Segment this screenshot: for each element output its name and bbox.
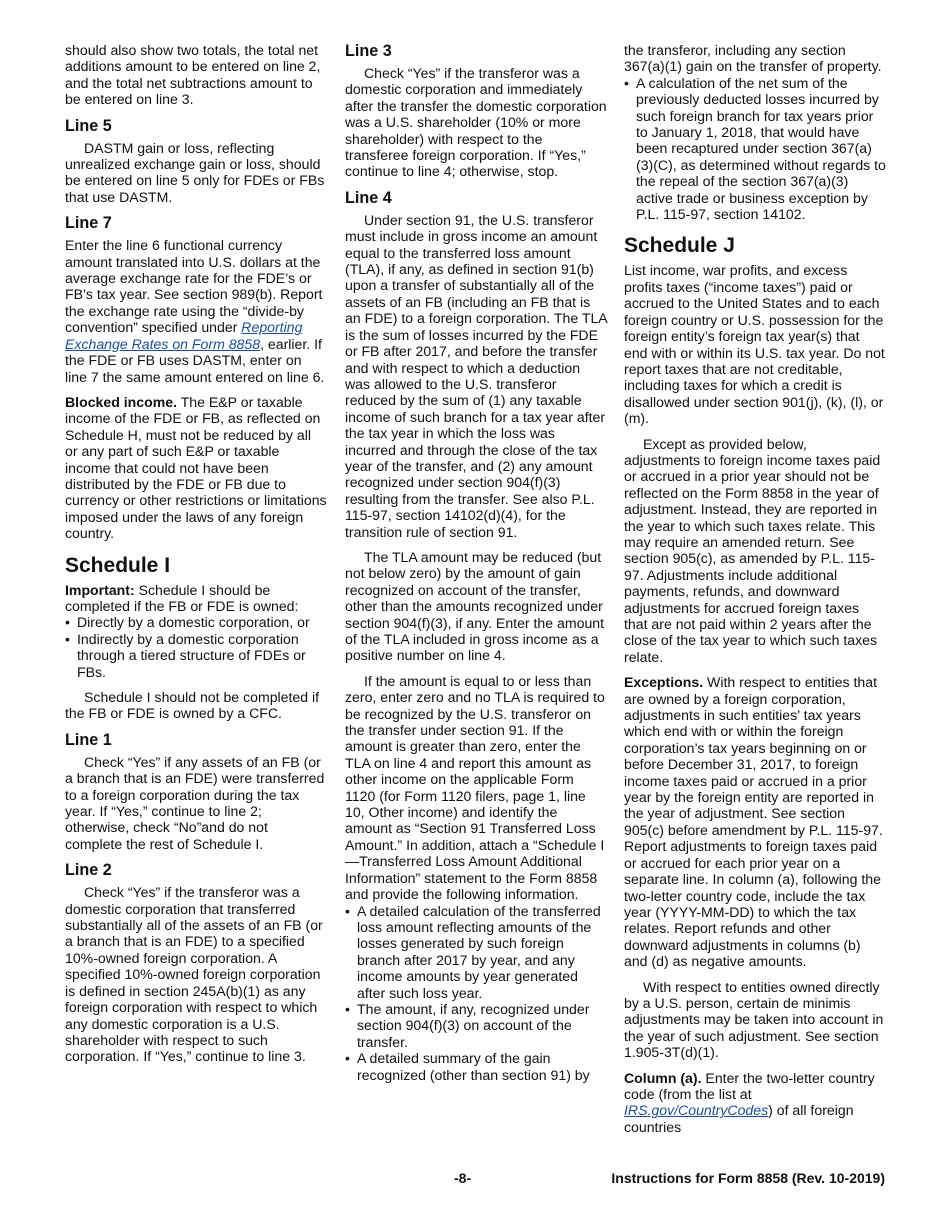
line7-text-start: Enter the line 6 functional currency amount translated into U.S. dollars at the average exchange rate for the FDE’s or FB’s tax year. See section 989(b). Report the exchange rate using the “divide-by convention” specified under [65, 237, 323, 336]
schedule-j-paragraph-2: Except as provided below, adjustments to foreign income taxes paid or accrued in a prior year should not be reflected on the Form 8858 in the year of adjustment. Instead, they are reported in the year to which such taxes relate. This may require an amended return. See section 905(c), as amended by P.L. 115-97. Adjustments include additional payments, refunds, and downward adjustments for accrued foreign taxes that are not paid within 2 years after the close of the tax year to which such taxes relate. [624, 435, 881, 665]
line3-text: Check “Yes” if the transferor was a domestic corporation and immediately after the transfer the domestic corporation was a U.S. shareholder (10% or more shareholder) with respect to the transferee foreign corporation. If “Yes,” continue to line 4; otherwise, stop. [345, 65, 607, 180]
line2-text: Check “Yes” if the transferor was a domestic corporation that transferred substantially all of the assets of an FB (or a branch that is an FDE) to a specified 10%-owned foreign corporation. A specified 10%-owned foreign corporation is defined in section 245A(b)(1) as any foreign corporation with respect to which any domestic corporation is a U.S. shareholder with respect to such corporation. If “Yes,” continue to line 3. [65, 884, 323, 1065]
important-text: Schedule I should be completed if the FB or FDE is owned: [65, 581, 299, 614]
bullet-item: • Indirectly by a domestic corporation through a tiered structure of FDEs or FBs. [65, 631, 327, 680]
reporting-exchange-rates-link[interactable]: Reporting Exchange Rates on Form 8858 [65, 319, 303, 352]
country-codes-link[interactable]: IRS.gov/CountryCodes [624, 1102, 769, 1119]
column-2 [345, 42, 607, 1083]
exceptions-runin: Exceptions. [624, 674, 704, 691]
column-a-runin: Column (a). [624, 1069, 702, 1086]
important-runin: Important: [65, 581, 135, 598]
exceptions-text: With respect to entities that are owned by a foreign corporation, adjustments in such entities’ tax years which end with or within the foreign corporation’s tax years beginning on or before December 31, 2017, to foreign income taxes paid or accrued in a prior year by the foreign entity are reported in the year of adjustment. See section 905(c) before amendment by P.L. 115-97. Report adjustments to foreign taxes paid or accrued for each prior year on a separate line. In column (a), following the two-letter country code, include the tax year (YYYY-MM-DD) to which the tax relates. Report refunds and other downward adjustments in columns (b) and (d) as negative amounts. [624, 674, 883, 970]
line3-heading: Line 3 [345, 42, 392, 60]
paragraph-continued: the transferor, including any section 367(a)(1) gain on the transfer of property. [624, 42, 882, 75]
line7-heading: Line 7 [65, 214, 112, 233]
schedule-j-paragraph-1: List income, war profits, and excess profits taxes (“income taxes”) paid or accrued to the United States and to each foreign country or U.S. possession for the foreign entity’s foreign tax year(s) that end with or within its U.S. tax year. Do not report taxes that are not creditable, including taxes for which a credit is disallowed under section 901(j), (k), (l), or (m). [624, 262, 885, 427]
schedule-i-cfc-text: Schedule I should not be completed if the FB or FDE is owned by a CFC. [65, 689, 320, 722]
footer-title: Instructions for Form 8858 (Rev. 10-2019) [611, 1170, 885, 1186]
bullet-item: • The amount, if any, recognized under section 904(f)(3) on account of the transfer. [345, 1001, 607, 1050]
bullet-item: • Directly by a domestic corporation, or [65, 614, 327, 630]
important-paragraph [65, 582, 327, 615]
line1-heading: Line 1 [65, 730, 112, 749]
column-a-text-start: Enter the two-letter country code (from the list at [624, 1069, 875, 1102]
schedule-i-heading: Schedule I [65, 553, 171, 577]
blocked-income-runin: Blocked income. [65, 393, 177, 410]
bullet-item: • A detailed calculation of the transferred loss amount reflecting amounts of the losses generated by such foreign branch after 2017 by year, and any income amounts by year generated after such loss year. [345, 903, 607, 1001]
line5-heading: Line 5 [65, 116, 112, 135]
line7-text-end: , earlier. If the FDE or FB uses DASTM, enter on line 7 the same amount entered on line 6. [65, 335, 325, 385]
blocked-income-text: The E&P or taxable income of the FDE or FB, as reflected on Schedule H, must not be reduced by all or any part of such E&P or taxable income that could not have been distributed by the FDE or FB due to currency or other restrictions or limitations imposed under the laws of any foreign country. [65, 393, 327, 542]
column-1 [65, 42, 327, 1074]
line7-text [65, 237, 327, 385]
line4-paragraph-3: If the amount is equal to or less than zero, enter zero and no TLA is required to be recognized by the U.S. transferor on the transfer under section 91. If the amount is greater than zero, enter the TLA on line 4 and report this amount as other income on the applicable Form 1120 (for Form 1120 filers, page 1, line 10, Other income) and identify the amount as “Section 91 Transferred Loss Amount.” In addition, attach a “Schedule I—Transferred Loss Amount Additional Information” statement to the Form 8858 and provide the following information. [345, 672, 605, 903]
column-a-text-end: ) of all foreign countries [624, 1102, 854, 1135]
column-3 [624, 42, 886, 1144]
line4-heading: Line 4 [345, 188, 392, 207]
line1-text: Check “Yes” if any assets of an FB (or a branch that is an FDE) were transferred to a foreign corporation during the tax year. If “Yes,” continue to line 2; otherwise, check “No”and do not complete the rest of Schedule I. [65, 753, 325, 852]
bullet-item: • A detailed summary of the gain recognized (other than section 91) by [345, 1050, 607, 1083]
line4-paragraph-2: The TLA amount may be reduced (but not below zero) by the amount of gain recognized on account of the transfer, other than the amounts recognized under section 904(f)(3), if any. Enter the amount of the TLA included in gross income as a positive number on line 4. [345, 548, 605, 664]
line2-heading: Line 2 [65, 861, 112, 880]
schedule-j-heading: Schedule J [624, 234, 735, 258]
line5-text: DASTM gain or loss, reflecting unrealized exchange gain or loss, should be entered on line 5 only for FDEs or FBs that use DASTM. [65, 139, 325, 205]
column-a-paragraph [624, 1070, 886, 1136]
bullet-item: • A calculation of the net sum of the previously deducted losses incurred by such foreign branch for tax years prior to January 1, 2018, that would have been recaptured under section 367(a)(3)(C), as determined without regards to the repeal of the section 367(a)(3) active trade or business exception by P.L. 115-97, section 14102. [624, 75, 886, 223]
de-minimis-paragraph: With respect to entities owned directly by a U.S. person, certain de minimis adjustments may be taken into account in the year of such adjustment. See section 1.905-3T(d)(1). [624, 978, 884, 1061]
line4-paragraph-1: Under section 91, the U.S. transferor must include in gross income an amount equal to the transferred loss amount (TLA), if any, as defined in section 91(b) upon a transfer of substantially all of the assets of an FB (including an FB that is an FDE) to a foreign corporation. The TLA is the sum of losses incurred by the FDE or FB after 2017, and before the transfer and with respect to which a deduction was allowed to the U.S. transferor reduced by the sum of (1) any taxable income of such branch for a tax year after the tax year in which the loss was incurred and through the close of the tax year of the transfer, and (2) any amount recognized under section 904(f)(3) resulting from the transfer. See also P.L. 115-97, section 14102(d)(4), for the transition rule of section 91. [345, 211, 607, 540]
page-number: -8- [454, 1170, 472, 1186]
paragraph-continued: should also show two totals, the total net additions amount to be entered on line 2, and the total net subtractions amount to be entered on line 3. [65, 42, 321, 108]
exceptions-paragraph [624, 674, 886, 969]
blocked-income-paragraph [65, 394, 327, 542]
